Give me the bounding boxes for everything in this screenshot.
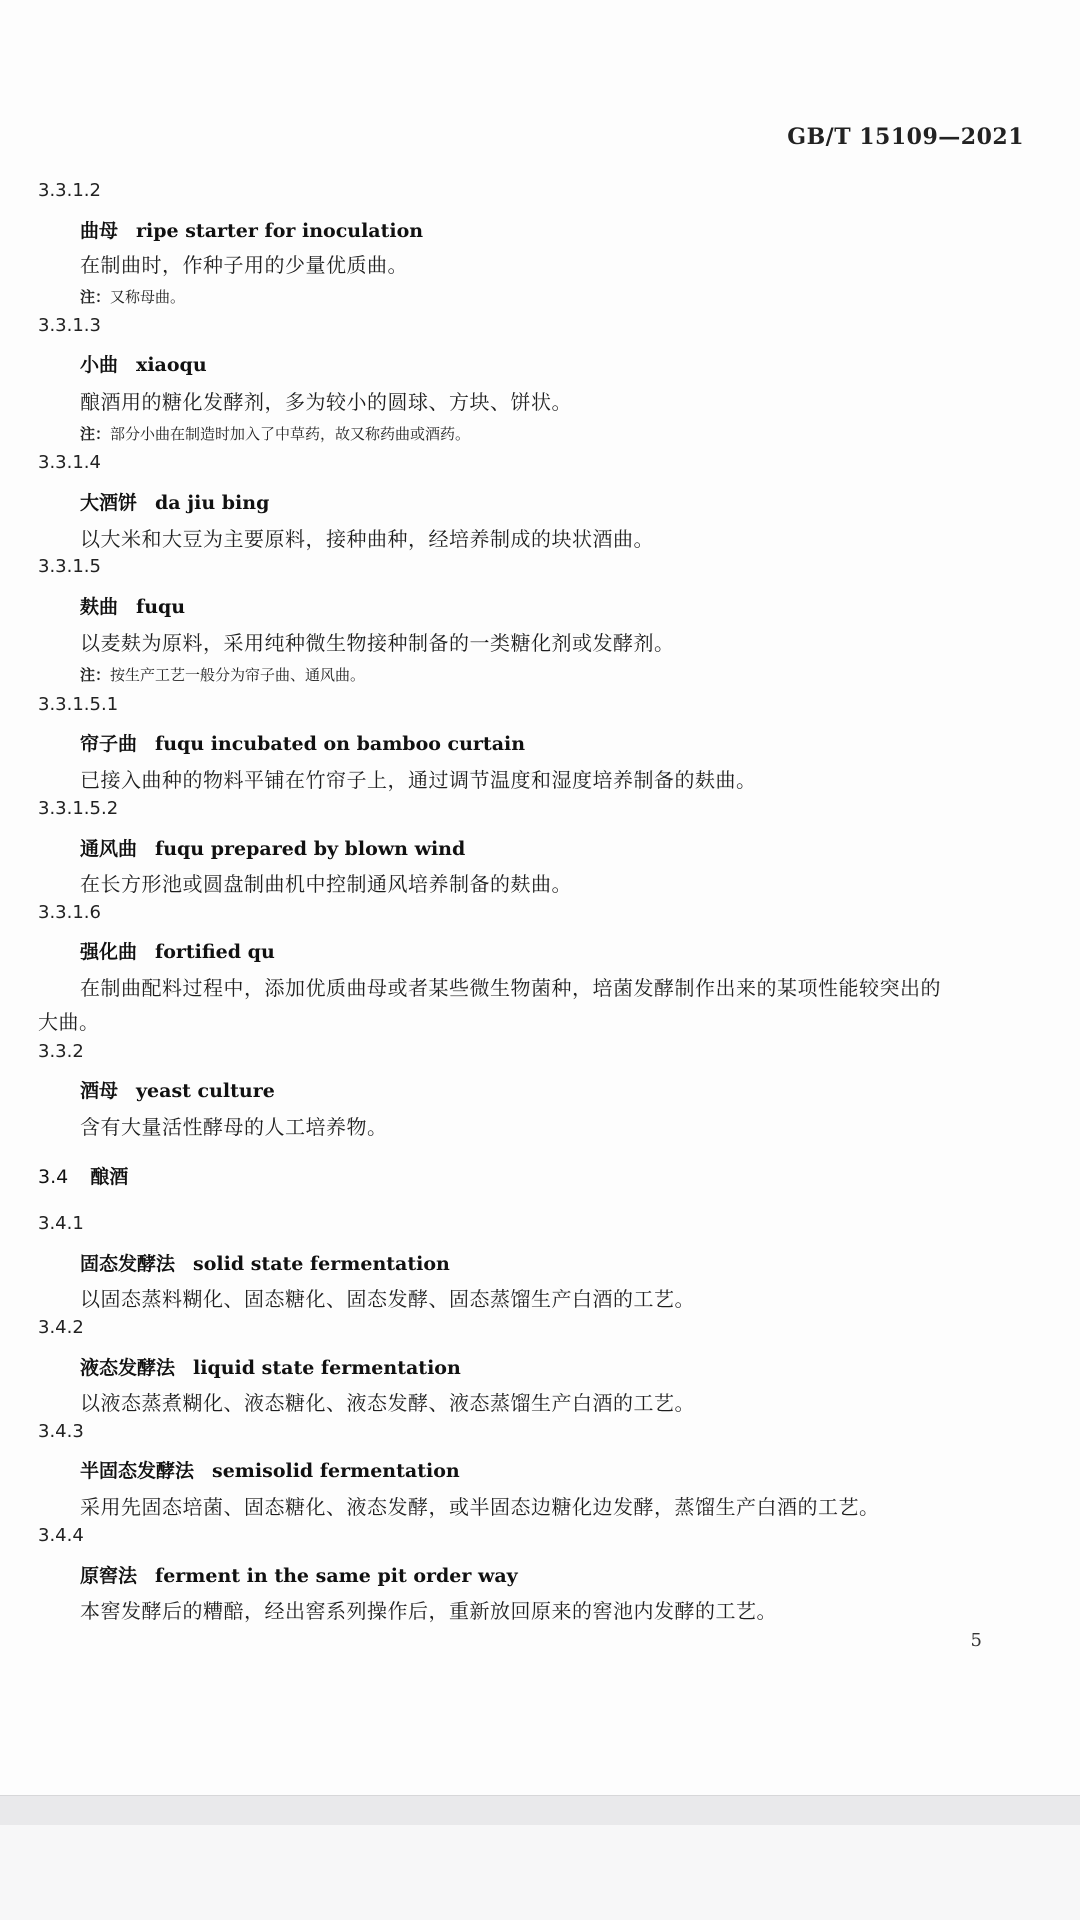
term-heading bbox=[80, 729, 525, 756]
term-en: fortified qu bbox=[155, 941, 275, 963]
term-zh: 原窖法 bbox=[80, 1565, 138, 1587]
term-en: fuqu incubated on bamboo curtain bbox=[155, 733, 526, 755]
term-en: liquid state fermentation bbox=[193, 1357, 461, 1379]
term-zh: 曲母 bbox=[80, 220, 119, 242]
term-definition-continued: 大曲。 bbox=[38, 1010, 100, 1034]
term-heading bbox=[80, 488, 269, 515]
term-en: fuqu prepared by blown wind bbox=[155, 838, 466, 860]
term-en: ripe starter for inoculation bbox=[136, 220, 424, 242]
term-heading bbox=[80, 216, 423, 243]
section-title: 酿酒 bbox=[90, 1166, 129, 1188]
term-heading bbox=[80, 834, 465, 861]
section-number: 3.4 bbox=[38, 1166, 69, 1188]
term-zh: 帘子曲 bbox=[80, 733, 138, 755]
term-note bbox=[80, 423, 470, 444]
note-text: 按生产工艺一般分为帘子曲、通风曲。 bbox=[110, 666, 366, 684]
term-zh: 半固态发酵法 bbox=[80, 1460, 195, 1482]
term-heading bbox=[80, 592, 185, 619]
term-zh: 酒母 bbox=[80, 1080, 119, 1102]
term-en: fuqu bbox=[136, 596, 186, 618]
section-heading bbox=[38, 1162, 128, 1189]
term-heading bbox=[80, 1353, 461, 1380]
clause-number: 3.4.3 bbox=[38, 1421, 84, 1442]
term-zh: 液态发酵法 bbox=[80, 1357, 176, 1379]
term-heading bbox=[80, 1076, 275, 1103]
term-heading bbox=[80, 1249, 450, 1276]
term-definition: 酿酒用的糖化发酵剂，多为较小的圆球、方块、饼状。 bbox=[80, 390, 572, 414]
clause-number: 3.3.1.2 bbox=[38, 180, 101, 201]
term-zh: 通风曲 bbox=[80, 838, 138, 860]
clause-number: 3.4.4 bbox=[38, 1525, 84, 1546]
term-definition: 以大米和大豆为主要原料，接种曲种，经培养制成的块状酒曲。 bbox=[80, 527, 654, 551]
term-definition: 本窖发酵后的糟醅，经出窖系列操作后，重新放回原来的窖池内发酵的工艺。 bbox=[80, 1599, 777, 1623]
page-number: 5 bbox=[970, 1630, 982, 1651]
term-en: solid state fermentation bbox=[193, 1253, 450, 1275]
page-separator bbox=[0, 1795, 1080, 1826]
term-definition: 以液态蒸煮糊化、液态糖化、液态发酵、液态蒸馏生产白酒的工艺。 bbox=[80, 1391, 695, 1415]
term-definition: 以固态蒸料糊化、固态糖化、固态发酵、固态蒸馏生产白酒的工艺。 bbox=[80, 1287, 695, 1311]
note-label: 注： bbox=[80, 425, 111, 443]
clause-number: 3.3.2 bbox=[38, 1041, 84, 1062]
term-definition: 已接入曲种的物料平铺在竹帘子上，通过调节温度和湿度培养制备的麸曲。 bbox=[80, 768, 757, 792]
term-heading bbox=[80, 350, 207, 377]
term-definition: 以麦麸为原料，采用纯种微生物接种制备的一类糖化剂或发酵剂。 bbox=[80, 631, 675, 655]
note-label: 注： bbox=[80, 288, 111, 306]
term-definition: 在制曲时，作种子用的少量优质曲。 bbox=[80, 253, 408, 277]
term-heading bbox=[80, 937, 275, 964]
term-en: da jiu bing bbox=[155, 492, 270, 514]
clause-number: 3.3.1.5 bbox=[38, 556, 101, 577]
clause-number: 3.4.1 bbox=[38, 1213, 84, 1234]
note-label: 注： bbox=[80, 666, 111, 684]
term-en: xiaoqu bbox=[136, 354, 207, 376]
term-zh: 麸曲 bbox=[80, 596, 119, 618]
term-zh: 大酒饼 bbox=[80, 492, 138, 514]
term-definition: 采用先固态培菌、固态糖化、液态发酵，或半固态边糖化边发酵，蒸馏生产白酒的工艺。 bbox=[80, 1495, 880, 1519]
term-zh: 小曲 bbox=[80, 354, 119, 376]
term-definition: 含有大量活性酵母的人工培养物。 bbox=[80, 1115, 388, 1139]
term-note bbox=[80, 664, 365, 685]
viewer-background bbox=[0, 1825, 1080, 1920]
clause-number: 3.4.2 bbox=[38, 1317, 84, 1338]
clause-number: 3.3.1.3 bbox=[38, 315, 101, 336]
term-zh: 强化曲 bbox=[80, 941, 138, 963]
clause-number: 3.3.1.5.1 bbox=[38, 694, 119, 715]
note-text: 又称母曲。 bbox=[110, 288, 186, 306]
term-en: ferment in the same pit order way bbox=[155, 1565, 518, 1587]
note-text: 部分小曲在制造时加入了中草药，故又称药曲或酒药。 bbox=[110, 425, 471, 443]
term-heading bbox=[80, 1456, 460, 1483]
term-heading bbox=[80, 1561, 518, 1588]
term-note bbox=[80, 286, 185, 307]
clause-number: 3.3.1.6 bbox=[38, 902, 101, 923]
clause-number: 3.3.1.4 bbox=[38, 452, 101, 473]
term-zh: 固态发酵法 bbox=[80, 1253, 176, 1275]
term-definition: 在制曲配料过程中，添加优质曲母或者某些微生物菌种，培菌发酵制作出来的某项性能较突出的 bbox=[80, 976, 941, 1000]
term-definition: 在长方形池或圆盘制曲机中控制通风培养制备的麸曲。 bbox=[80, 872, 572, 896]
clause-number: 3.3.1.5.2 bbox=[38, 798, 119, 819]
term-en: yeast culture bbox=[136, 1080, 275, 1102]
term-en: semisolid fermentation bbox=[212, 1460, 460, 1482]
standard-identifier: GB/T 15109—2021 bbox=[787, 124, 1024, 150]
